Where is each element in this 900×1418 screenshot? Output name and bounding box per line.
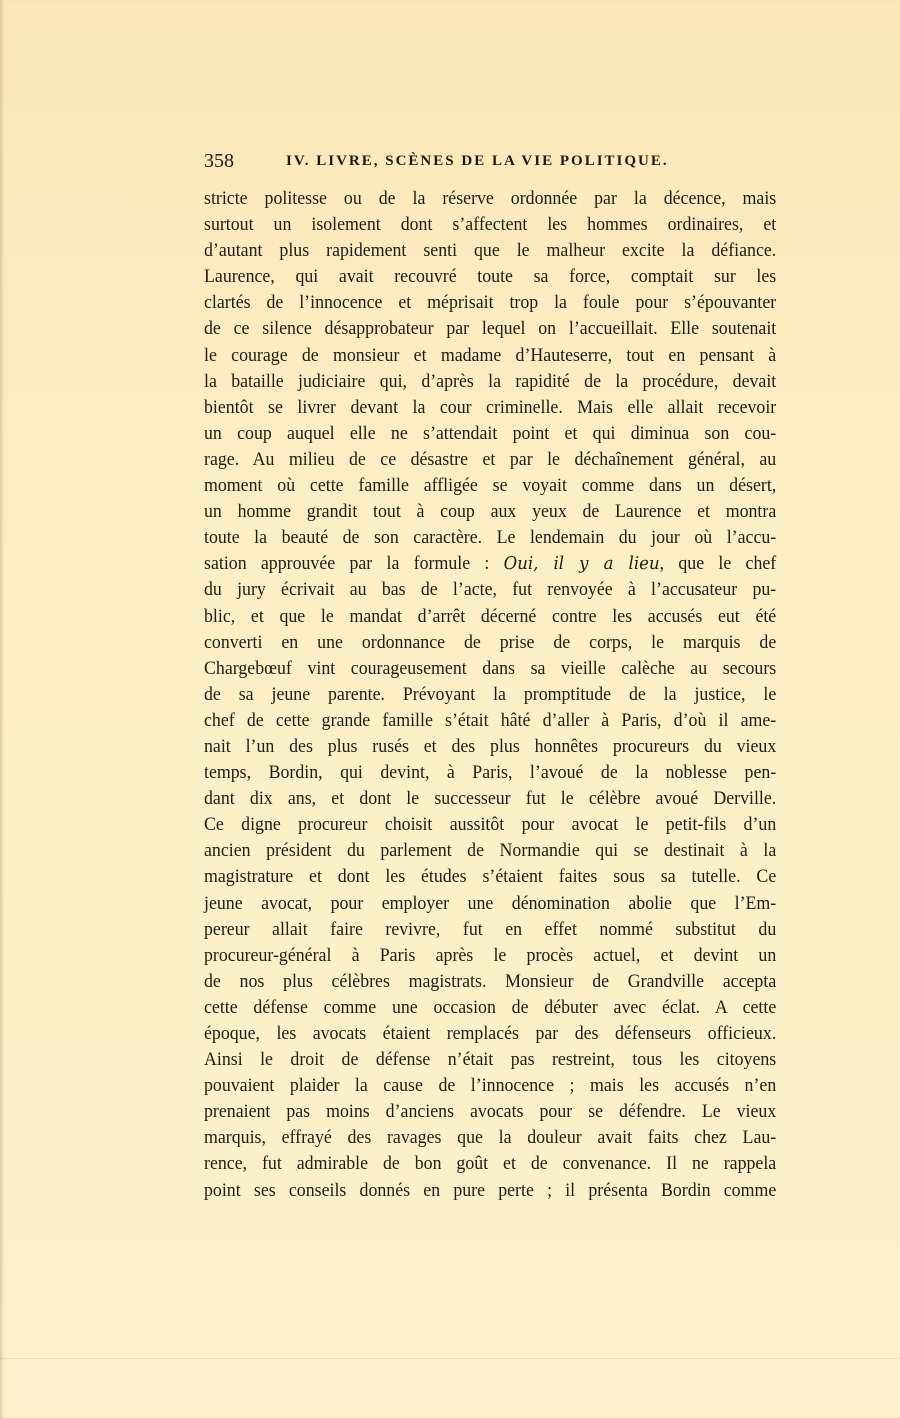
text-line: pereur allait faire revivre, fut en effet nommé substitut du [204, 918, 777, 940]
text-line: moment où cette famille affligée se voyait comme dans un désert, [204, 475, 777, 497]
text-line: marquis, effrayé des ravages que la douleur avait faits chez Lau- [204, 1127, 777, 1149]
text-line: rence, fut admirable de bon goût et de convenance. Il ne rappela [204, 1153, 777, 1175]
text-line: procureur-général à Paris après le procès actuel, et devint un [204, 944, 777, 966]
paper-fold-line [0, 1358, 900, 1359]
text-line: clartés de l’innocence et méprisait trop la foule pour s’épouvanter [204, 292, 777, 314]
text-segment: sation approuvée par la formule : [204, 553, 490, 575]
text-line: la bataille judiciaire qui, d’après la rapidité de la procédure, devait [204, 370, 777, 392]
text-line: Chargebœuf vint courageusement dans sa vieille calèche au secours [204, 657, 777, 679]
italic-formula: Oui, il y a lieu [503, 553, 660, 575]
text-line: de ce silence désapprobateur par lequel on l’accueillait. Elle soutenait [204, 318, 777, 340]
text-line: ancien président du parlement de Normandie qui se destinait à la [204, 840, 777, 862]
text-line: cette défense comme une occasion de débuter avec éclat. A cette [204, 996, 777, 1018]
text-line: le courage de monsieur et madame d’Hauteserre, tout en pensant à [204, 344, 777, 366]
text-line: pouvaient plaider la cause de l’innocence ; mais les accusés n’en [204, 1075, 777, 1097]
body-text [204, 186, 776, 1204]
text-line: rage. Au milieu de ce désastre et par le déchaînement général, au [204, 448, 777, 470]
text-line: magistrature et dont les études s’étaient faites sous sa tutelle. Ce [204, 866, 777, 888]
text-line-with-italic [204, 551, 776, 577]
text-line: blic, et que le mandat d’arrêt décerné contre les accusés eut été [204, 605, 777, 627]
text-line: Ainsi le droit de défense n’était pas restreint, tous les citoyens [204, 1049, 777, 1071]
text-line: point ses conseils donnés en pure perte ; il présenta Bordin comme [204, 1179, 777, 1201]
text-line: dant dix ans, et dont le successeur fut le célèbre avoué Derville. [204, 788, 777, 810]
text-segment: , que le chef [659, 553, 777, 575]
text-line: de sa jeune parente. Prévoyant la promptitude de la justice, le [204, 683, 777, 705]
text-line: converti en une ordonnance de prise de corps, le marquis de [204, 631, 777, 653]
text-line: chef de cette grande famille s’était hâté d’aller à Paris, d’où il ame- [204, 709, 777, 731]
text-line: Laurence, qui avait recouvré toute sa force, comptait sur les [204, 266, 777, 288]
text-line: du jury écrivait au bas de l’acte, fut renvoyée à l’accusateur pu- [204, 579, 777, 601]
text-line: un coup auquel elle ne s’attendait point et qui diminua son cou- [204, 422, 777, 444]
page-header [204, 150, 782, 176]
text-line: temps, Bordin, qui devint, à Paris, l’avoué de la noblesse pen- [204, 762, 777, 784]
text-line: de nos plus célèbres magistrats. Monsieur de Grandville accepta [204, 970, 777, 992]
text-line: époque, les avocats étaient remplacés par des défenseurs officieux. [204, 1023, 777, 1044]
text-line: un homme grandit tout à coup aux yeux de Laurence et montra [204, 501, 777, 523]
page-number: 358 [204, 150, 234, 172]
text-line: bientôt se livrer devant la cour criminelle. Mais elle allait recevoir [204, 396, 777, 418]
text-line: toute la beauté de son caractère. Le lendemain du jour où l’accu- [204, 527, 777, 549]
text-line: Ce digne procureur choisit aussitôt pour avocat le petit-fils d’un [204, 814, 777, 836]
text-line: d’autant plus rapidement senti que le malheur excite la défiance. [204, 240, 777, 262]
text-line: surtout un isolement dont s’affectent les hommes ordinaires, et [204, 214, 777, 236]
running-title: IV. LIVRE, SCÈNES DE LA VIE POLITIQUE. [286, 153, 669, 169]
text-line: stricte politesse ou de la réserve ordonnée par la décence, mais [204, 188, 777, 209]
text-line: nait l’un des plus rusés et des plus honnêtes procureurs du vieux [204, 735, 777, 757]
text-line: jeune avocat, pour employer une dénomination abolie que l’Em- [204, 892, 777, 914]
text-line: prenaient pas moins d’anciens avocats pour se défendre. Le vieux [204, 1101, 777, 1123]
